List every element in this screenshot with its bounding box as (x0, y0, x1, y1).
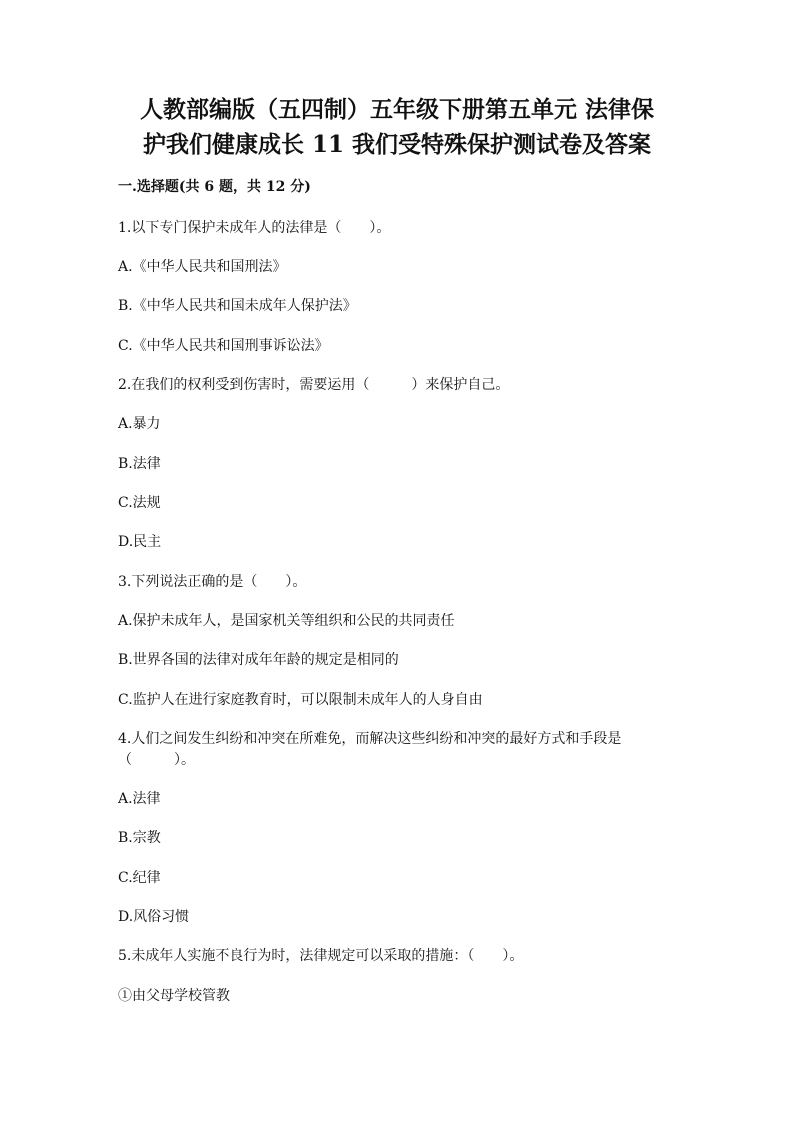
question-3: 3.下列说法正确的是（ ）。 (118, 574, 307, 590)
question-1-option-c: C.《中华人民共和国刑事诉讼法》 (118, 338, 329, 354)
question-4-option-d: D.风俗习惯 (118, 909, 190, 925)
question-4-option-c: C.纪律 (118, 870, 161, 886)
question-5: 5.未成年人实施不良行为时，法律规定可以采取的措施：（ ）。 (118, 948, 524, 964)
question-4-option-a: A.法律 (118, 791, 161, 807)
question-3-option-b: B.世界各国的法律对成年年龄的规定是相同的 (118, 652, 399, 668)
question-3-option-c: C.监护人在进行家庭教育时，可以限制未成年人的人身自由 (118, 692, 483, 708)
question-2: 2.在我们的权利受到伤害时，需要运用（ ）来保护自己。 (118, 377, 510, 393)
document-title (100, 92, 694, 162)
question-2-option-a: A.暴力 (118, 416, 161, 432)
title-line-1: 人教部编版（五四制）五年级下册第五单元 法律保 (139, 96, 654, 123)
question-4-option-b: B.宗教 (118, 830, 161, 846)
question-5-statement-1: ①由父母学校管教 (118, 988, 230, 1004)
question-1-option-b: B.《中华人民共和国未成年人保护法》 (118, 298, 357, 314)
question-2-option-c: C.法规 (118, 495, 161, 511)
question-4: 4.人们之间发生纠纷和冲突在所难免，而解决这些纠纷和冲突的最好方式和手段是（ ）。 (118, 731, 622, 768)
question-1: 1.以下专门保护未成年人的法律是（ ）。 (118, 220, 391, 236)
question-3-option-a: A.保护未成年人，是国家机关等组织和公民的共同责任 (118, 613, 455, 629)
section-heading: 一.选择题(共 6 题，共 12 分) (118, 179, 311, 195)
question-1-option-a: A.《中华人民共和国刑法》 (118, 259, 287, 275)
question-2-option-b: B.法律 (118, 456, 161, 472)
question-2-option-d: D.民主 (118, 534, 162, 550)
title-line-2: 护我们健康成长 11 我们受特殊保护测试卷及答案 (142, 131, 652, 158)
